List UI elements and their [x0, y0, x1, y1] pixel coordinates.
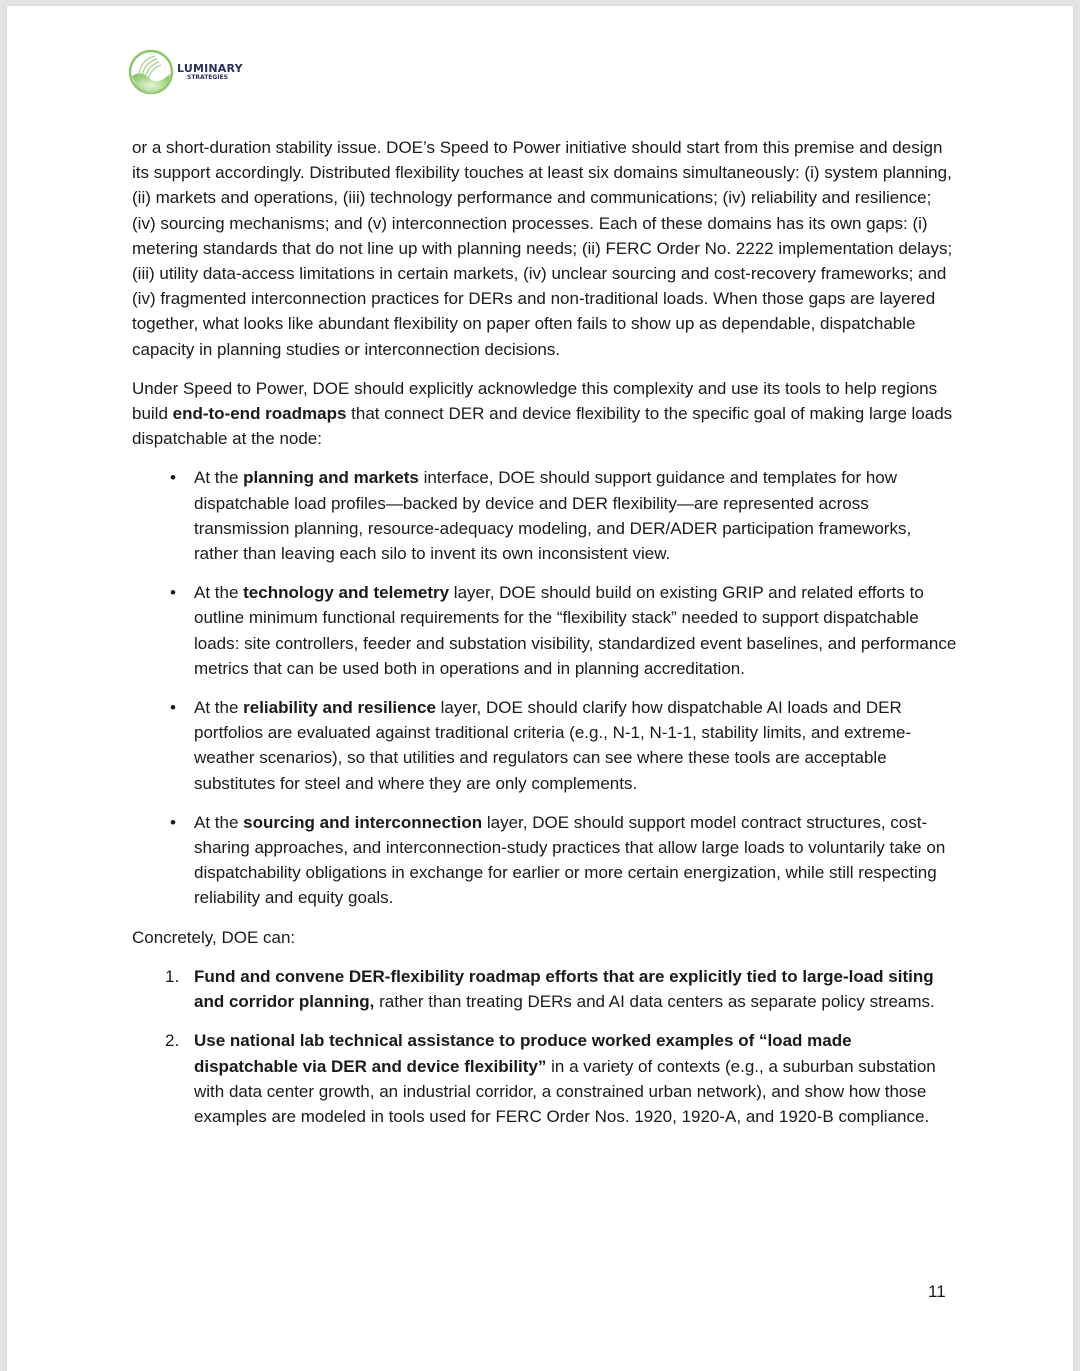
document-page — [7, 6, 1073, 1371]
bullet-item-technology-telemetry: • At the technology and telemetry layer, DOE should build on existing GRIP and related efforts to outline minimum functional requirements for the “flexibility stack” needed to support dispatchable loads: site controllers, feeder and substation visibility, standardized event baselines, and performance metrics that can be used both in operations and in planning accreditation. — [132, 580, 958, 681]
bullet-icon: • — [170, 468, 176, 488]
page-number: 11 — [928, 1282, 946, 1301]
emphasis-roadmaps: end-to-end roadmaps — [172, 404, 347, 424]
company-logo — [127, 48, 243, 96]
action-numbered-list — [132, 964, 958, 1129]
logo-subtitle: STRATEGIES — [187, 74, 228, 81]
list-number: 2. — [165, 1031, 180, 1051]
bullet-item-reliability-resilience: • At the reliability and resilience layer, DOE should clarify how dispatchable AI loads and DER portfolios are evaluated against traditional criteria (e.g., N-1, N-1-1, stability limits, and extreme-weather scenarios), so that utilities and regulators can see where these tools are acceptable substitutes for steel and where they are only complements. — [132, 695, 958, 796]
numbered-item-national-lab: 2. Use national lab technical assistance to produce worked examples of “load made dispatchable via DER and device flexibility” in a variety of contexts (e.g., a suburban substation with data center growth, an industrial corridor, a constrained urban network), and show how those examples are modeled in tools used for FERC Order Nos. 1920, 1920-A, and 1920-B compliance. — [132, 1028, 958, 1129]
logo-name: LUMINARY — [177, 62, 243, 75]
paragraph-concretely: Concretely, DOE can: — [132, 927, 296, 947]
paragraph-roadmaps: Under Speed to Power, DOE should explicitly acknowledge this complexity and use its tools to help regions build end-to-end roadmaps that connect DER and device flexibility to the specific goal of making large loads dispatchable at the node: — [132, 378, 953, 449]
bullet-icon: • — [170, 583, 176, 603]
layer-bullet-list — [132, 465, 958, 910]
numbered-item-fund-convene: 1. Fund and convene DER-flexibility roadmap efforts that are explicitly tied to large-load siting and corridor planning, rather than treating DERs and AI data centers as separate policy streams. — [132, 964, 958, 1014]
list-number: 1. — [165, 966, 180, 986]
bullet-item-sourcing-interconnection: • At the sourcing and interconnection layer, DOE should support model contract structures, cost-sharing approaches, and interconnection-study practices that allow large loads to voluntarily take on dispatchability obligations in exchange for earlier or more certain energization, while still respecting reliability and equity goals. — [132, 810, 958, 911]
luminary-wave-icon — [127, 48, 175, 96]
document-body — [132, 135, 958, 1143]
paragraph-domains: or a short-duration stability issue. DOE’s Speed to Power initiative should start from this premise and design its support accordingly. Distributed flexibility touches at least six domains simultaneously: (i) system planning, (ii) markets and operations, (iii) technology performance and communications; (iv) reliability and resilience; (iv) sourcing mechanisms; and (v) interconnection processes. Each of these domains has its own gaps: (i) metering standards that do not line up with planning needs; (ii) FERC Order No. 2222 implementation delays; (iii) utility data-access limitations in certain markets, (iv) unclear sourcing and cost-recovery frameworks; and (iv) fragmented interconnection practices for DERs and non-traditional loads. When those gaps are layered together, what looks like abundant flexibility on paper often fails to show up as dependable, dispatchable capacity in planning studies or interconnection decisions. — [132, 138, 953, 359]
bullet-icon: • — [170, 698, 176, 718]
bullet-icon: • — [170, 812, 176, 832]
bullet-item-planning-markets: • At the planning and markets interface, DOE should support guidance and templates for how dispatchable load profiles—backed by device and DER flexibility—are represented across transmission planning, resource-adequacy modeling, and DER/ADER participation frameworks, rather than leaving each silo to invent its own inconsistent view. — [132, 465, 958, 566]
